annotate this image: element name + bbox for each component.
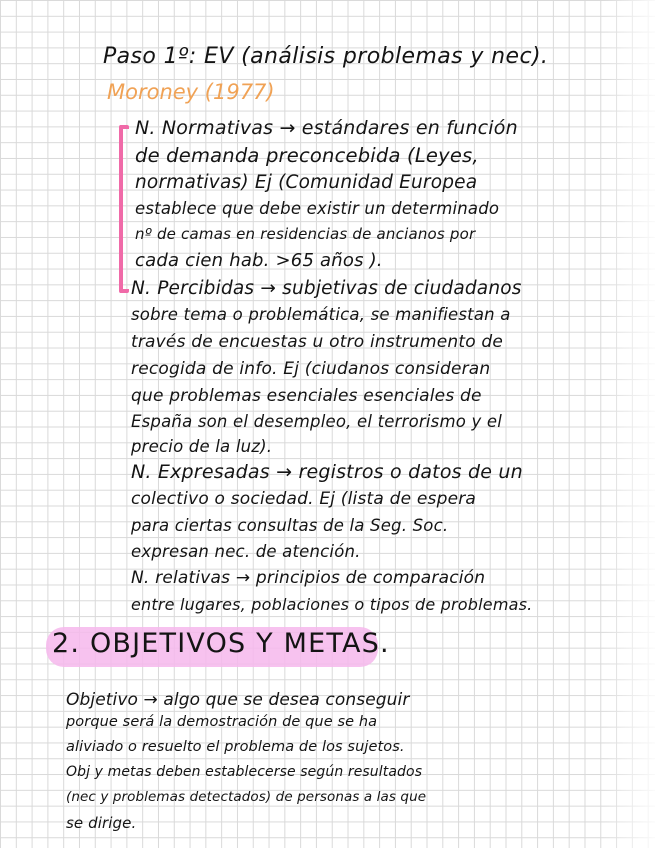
reference-author: Moroney (1977) <box>107 80 275 104</box>
objectives-line: Obj y metas deben establecerse según resultados <box>66 764 423 780</box>
needs-line: para ciertas consultas de la Seg. Soc. <box>131 516 449 535</box>
needs-line: España son el desempleo, el terrorismo y el <box>131 412 503 431</box>
section-heading: 2. OBJETIVOS Y METAS. <box>52 628 390 659</box>
needs-line: nº de camas en residencias de ancianos por <box>135 225 476 243</box>
needs-line: que problemas esenciales esenciales de <box>131 386 482 406</box>
needs-line: N. Normativas → estándares en función <box>135 117 518 139</box>
needs-line: cada cien hab. >65 años ). <box>135 250 383 271</box>
needs-line: N. Expresadas → registros o datos de un <box>131 461 523 483</box>
needs-line: N. Percibidas → subjetivas de ciudadanos <box>131 278 522 299</box>
objectives-line: (nec y problemas detectados) de personas a las que <box>66 789 427 805</box>
needs-line: normativas) Ej (Comunidad Europea <box>135 172 478 193</box>
needs-line: expresan nec. de atención. <box>131 542 361 561</box>
page-edge <box>603 0 655 848</box>
objectives-line: Objetivo → algo que se desea conseguir <box>66 690 410 710</box>
page-title: Paso 1º: EV (análisis problemas y nec). <box>103 44 549 69</box>
needs-line: N. relativas → principios de comparación <box>131 568 486 588</box>
needs-line: través de encuestas u otro instrumento de <box>131 332 504 352</box>
pink-bracket <box>119 125 129 293</box>
objectives-line: porque será la demostración de que se ha <box>66 714 378 730</box>
objectives-line: se dirige. <box>66 814 137 832</box>
needs-line: sobre tema o problemática, se manifiestan a <box>131 305 511 324</box>
objectives-line: aliviado o resuelto el problema de los sujetos. <box>66 739 405 755</box>
needs-line: de demanda preconcebida (Leyes, <box>135 144 479 167</box>
needs-line: colectivo o sociedad. Ej (lista de espera <box>131 489 477 509</box>
needs-line: precio de la luz). <box>131 437 273 456</box>
needs-line: entre lugares, poblaciones o tipos de problemas. <box>131 595 533 614</box>
needs-line: establece que debe existir un determinado <box>135 199 500 218</box>
needs-line: recogida de info. Ej (ciudanos consideran <box>131 359 491 379</box>
